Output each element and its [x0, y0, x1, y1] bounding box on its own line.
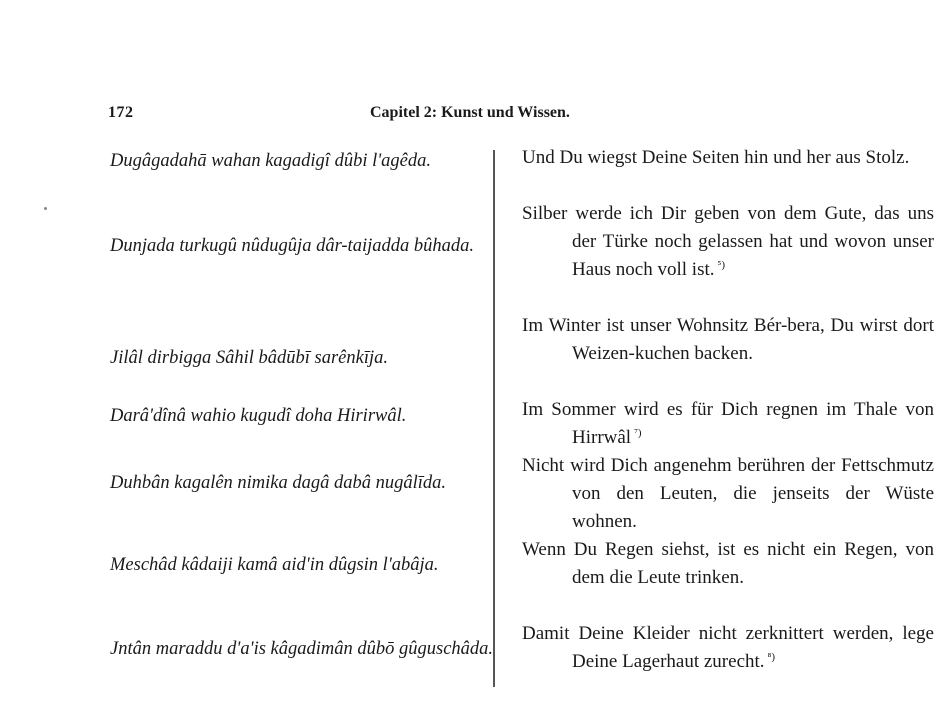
verse-6: Meschâd kâdaiji kamâ aid'in dûgsin l'abâja.	[110, 555, 439, 575]
footnote-marker: ⁵)	[717, 258, 725, 271]
translation-5	[522, 452, 934, 536]
footnote-marker: ⁸)	[767, 650, 776, 663]
translation-1	[522, 144, 934, 172]
translation-7	[522, 620, 934, 676]
translation-text: Im Winter ist unser Wohnsitz Bér-bera, Du wirst dort Weizen-kuchen backen.	[522, 315, 934, 364]
verse-5: Duhbân kagalên nimika dagâ dabâ nugâlīda.	[110, 473, 447, 493]
translation-text: Und Du wiegst Deine Seiten hin und her aus Stolz.	[522, 147, 910, 168]
translation-text: Im Sommer wird es für Dich regnen im Thale von Hirrwâl	[522, 399, 934, 448]
translation-4	[522, 396, 934, 452]
translation-6	[522, 536, 934, 592]
verse-4: Darâ'dînâ wahio kugudî doha Hirirwâl.	[110, 406, 407, 426]
verse-3: Jilâl dirbigga Sâhil bâdūbī sarênkīja.	[110, 348, 389, 368]
verse-1: Dugâgadahā wahan kagadigî dûbi l'agêda.	[110, 151, 432, 171]
translation-text: Nicht wird Dich angenehm berühren der Fettschmutz von den Leuten, die jenseits der Wüste wohnen.	[522, 455, 934, 532]
running-head: Capitel 2: Kunst und Wissen.	[370, 104, 570, 121]
translation-text: Damit Deine Kleider nicht zerknittert werden, lege Deine Lagerhaut zurecht.	[522, 623, 934, 672]
translation-text: Silber werde ich Dir geben von dem Gute, das uns der Türke noch gelassen hat und wovon unser Haus noch voll ist.	[522, 203, 934, 280]
verse-2: Dunjada turkugû nûdugûja dâr-taijadda bûhada.	[110, 236, 474, 256]
translation-3	[522, 312, 934, 368]
translation-text: Wenn Du Regen siehst, ist es nicht ein Regen, von dem die Leute trinken.	[522, 539, 934, 588]
scan-speck	[44, 207, 47, 210]
verse-7: Jntân maraddu d'a'is kâgadimân dûbō gûguschâda.	[110, 639, 494, 659]
footnote-marker: ⁷)	[634, 426, 642, 439]
page-number: 172	[108, 104, 134, 121]
translation-2	[522, 200, 934, 284]
